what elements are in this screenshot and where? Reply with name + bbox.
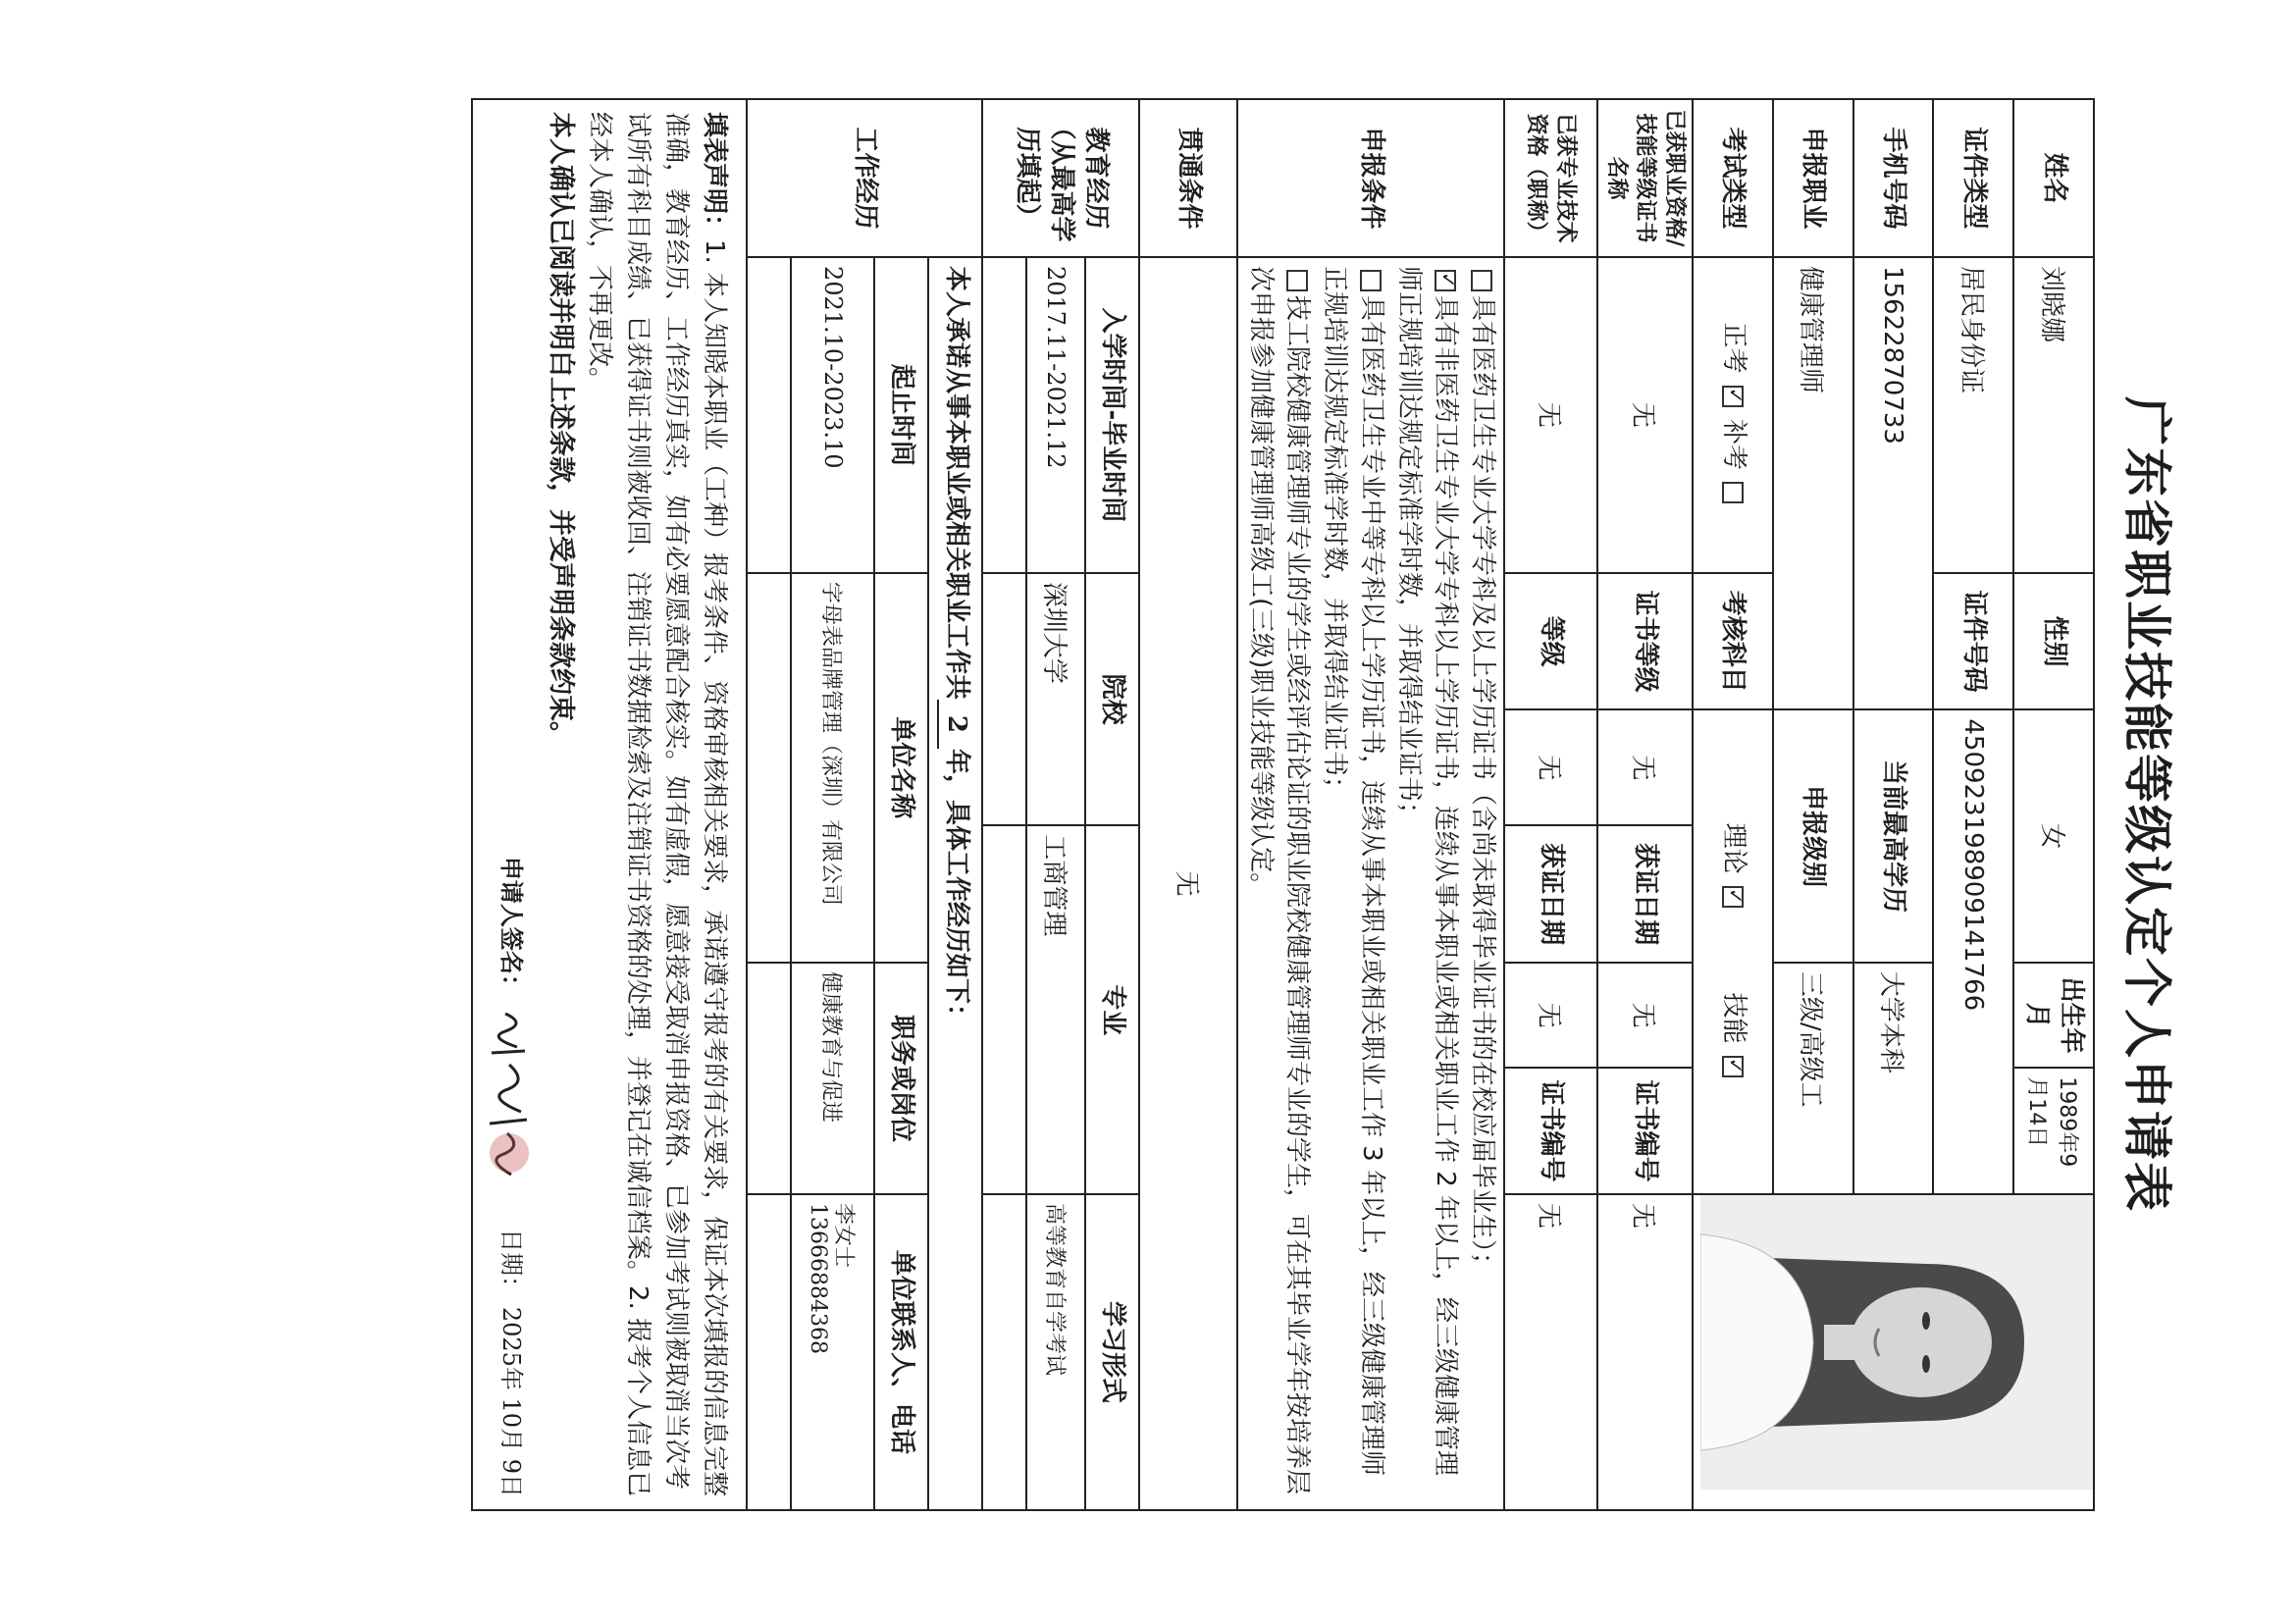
row-declaration bbox=[472, 99, 747, 1510]
label-exam-type: 考试类型 bbox=[1693, 99, 1773, 257]
value-phone: 15622870733 bbox=[1853, 257, 1934, 709]
subject-skill-label: 技能 bbox=[1718, 992, 1748, 1044]
exam-subject-options bbox=[1693, 709, 1773, 1194]
form-title: 广东省职业技能等级认定个人申请表 bbox=[2118, 396, 2175, 1213]
value-education: 大学本科 bbox=[1853, 963, 1934, 1194]
declaration-block bbox=[472, 99, 747, 1510]
condition-item-4: 技工院校健康管理师专业的学生或经评估论证的职业院校健康管理师专业的学生，可在其毕业学年按培养层次申报参加健康管理师高级工(三级)职业技能等级认定。 bbox=[1245, 265, 1313, 1494]
value-level: 三级/高级工 bbox=[1773, 963, 1853, 1194]
date-day: 9 bbox=[496, 1458, 525, 1474]
date-year: 2025 bbox=[496, 1306, 525, 1367]
edu-row bbox=[1026, 99, 1085, 1510]
row-work-intro bbox=[928, 99, 982, 1510]
condition-item-1: 具有医药卫生专业大学专科及以上学历证书（含尚未取得毕业证书的在校应届毕业生）； bbox=[1463, 266, 1500, 1501]
condition-1-checkbox[interactable] bbox=[1471, 270, 1492, 291]
edu-mode: 高等教育自学考试 bbox=[1026, 1194, 1085, 1510]
value-name: 刘晓娜 bbox=[2013, 257, 2094, 573]
photo-cell bbox=[1693, 1194, 2094, 1510]
value-cert-no: 无 bbox=[1597, 1194, 1693, 1510]
declaration-text: 填表声明：1. 本人知晓本职业（工种）报考条件、资格审核相关要求，承诺遵守报考的有关要求，保证本次填报的信息完整准确，教育经历、工作经历真实，如有必要愿意配合核实。如有虚假，愿意接受取消申报资格、已参加考试则被取消当次考试所有科目成绩、已获得证书则被收回、注销证书数据检索及注销证书资格的处理，并登记在诚信档案。2. 报考个人信息已经本人确认，不再更改。 bbox=[585, 112, 730, 1497]
label-tech-level: 等级 bbox=[1504, 573, 1597, 710]
row-cert bbox=[1597, 99, 1693, 1510]
label-level: 申报级别 bbox=[1773, 709, 1853, 963]
exam-type-options bbox=[1693, 257, 1773, 573]
work-col-contact: 单位联系人、电话 bbox=[874, 1194, 928, 1510]
label-id-type: 证件类型 bbox=[1933, 99, 2013, 257]
work-contact: 李女士 13666884368 bbox=[791, 1194, 874, 1510]
edu-row-empty bbox=[982, 99, 1026, 1510]
label-cert-level: 证书等级 bbox=[1597, 573, 1693, 710]
work-col-post: 职务或岗位 bbox=[874, 963, 928, 1194]
edu-col-mode: 学习形式 bbox=[1085, 1194, 1139, 1510]
applicant-photo bbox=[1700, 1195, 2093, 1490]
row-conditions bbox=[1237, 99, 1504, 1510]
subject-theory-label: 理论 bbox=[1718, 822, 1748, 874]
label-id-no: 证件号码 bbox=[1933, 573, 2013, 710]
value-id-no: 450923198909141766 bbox=[1933, 709, 2013, 1194]
signature-line: 申请人签名： 日期： 2025年 10月 9日 bbox=[486, 112, 535, 1497]
label-education: 当前最高学历 bbox=[1853, 709, 1934, 963]
label-name: 姓名 bbox=[2013, 99, 2094, 257]
label-conditions: 申报条件 bbox=[1237, 99, 1504, 257]
value-tech-level: 无 bbox=[1504, 709, 1597, 825]
label-cert-date: 获证日期 bbox=[1597, 825, 1693, 963]
declaration-confirm: 本人确认已阅读并明白上述条款，并受声明条款约束。 bbox=[546, 112, 577, 748]
work-post: 健康教育与促进 bbox=[791, 963, 874, 1194]
value-tech-date: 无 bbox=[1504, 963, 1597, 1068]
label-tech-no: 证书编号 bbox=[1504, 1068, 1597, 1194]
row-tech bbox=[1504, 99, 1597, 1510]
label-cert-no: 证书编号 bbox=[1597, 1068, 1693, 1194]
handwritten-signature bbox=[486, 1006, 535, 1182]
subject-theory-checkbox[interactable] bbox=[1722, 886, 1744, 908]
value-tech-title: 无 bbox=[1504, 257, 1597, 573]
condition-item-3: 具有医药卫生专业中等专科以上学历证书，连续从事本职业或相关职业工作 3 年以上，经三级健康管理师正规培训达规定标准学时数，并取得结业证书； bbox=[1320, 265, 1386, 1477]
edu-school: 深圳大学 bbox=[1026, 573, 1085, 826]
label-tech-title: 已获专业技术资格（职称） bbox=[1504, 99, 1597, 257]
exam-normal-checkbox[interactable] bbox=[1722, 386, 1744, 407]
edu-time: 2017.11-2021.12 bbox=[1026, 257, 1085, 573]
label-phone: 手机号码 bbox=[1853, 99, 1934, 257]
condition-2-checkbox[interactable] bbox=[1435, 270, 1456, 291]
exam-normal-label: 正考 bbox=[1718, 322, 1748, 374]
edu-col-time: 入学时间-毕业时间 bbox=[1085, 257, 1139, 573]
label-edu-history: 教育经历（从最高学历填起） bbox=[982, 99, 1139, 257]
condition-4-checkbox[interactable] bbox=[1286, 270, 1308, 291]
row-name bbox=[2013, 99, 2094, 1510]
work-years: 2 bbox=[937, 700, 973, 749]
value-cert-name: 无 bbox=[1597, 257, 1693, 573]
row-work-head bbox=[874, 99, 928, 1510]
work-row bbox=[791, 99, 874, 1510]
condition-3-checkbox[interactable] bbox=[1360, 270, 1382, 291]
value-cert-date: 无 bbox=[1597, 963, 1693, 1068]
label-exam-subject: 考核科目 bbox=[1693, 573, 1773, 710]
label-birth: 出生年月 bbox=[2013, 963, 2094, 1068]
label-work-history: 工作经历 bbox=[747, 99, 982, 257]
row-bridge bbox=[1139, 99, 1237, 1510]
exam-makeup-label: 补考 bbox=[1718, 419, 1748, 471]
value-occupation: 健康管理师 bbox=[1773, 257, 1853, 709]
value-birth: 1989年9月14日 bbox=[2013, 1068, 2094, 1194]
conditions-list bbox=[1237, 257, 1504, 1510]
label-bridge: 贯通条件 bbox=[1139, 99, 1237, 257]
label-cert-name: 已获职业资格/技能等级证书名称 bbox=[1597, 99, 1693, 257]
value-gender: 女 bbox=[2013, 709, 2094, 963]
label-gender: 性别 bbox=[2013, 573, 2094, 710]
edu-col-major: 专业 bbox=[1085, 825, 1139, 1194]
subject-skill-checkbox[interactable] bbox=[1722, 1056, 1744, 1077]
application-form bbox=[191, 98, 2193, 1511]
condition-item-2: ✓具有非医药卫生专业大学专科以上学历证书，连续从事本职业或相关职业工作 2 年以上，经三级健康管理师正规培训达规定标准学时数，并取得结业证书； bbox=[1389, 266, 1463, 1501]
edu-major: 工商管理 bbox=[1026, 825, 1085, 1194]
value-tech-no: 无 bbox=[1504, 1194, 1597, 1510]
row-edu-head bbox=[1085, 99, 1139, 1510]
work-intro: 本人承诺从事本职业或相关职业工作共2年，具体工作经历如下： bbox=[928, 257, 982, 1510]
exam-makeup-checkbox[interactable] bbox=[1722, 482, 1744, 503]
work-col-unit: 单位名称 bbox=[874, 573, 928, 963]
value-bridge: 无 bbox=[1139, 257, 1237, 1510]
date-month: 10 bbox=[496, 1397, 525, 1429]
value-cert-level: 无 bbox=[1597, 709, 1693, 825]
label-occupation: 申报职业 bbox=[1773, 99, 1853, 257]
work-unit: 字母表品牌管理（深圳）有限公司 bbox=[791, 573, 874, 963]
work-time: 2021.10-2023.10 bbox=[791, 257, 874, 573]
form-table bbox=[471, 98, 2095, 1511]
edu-col-school: 院校 bbox=[1085, 573, 1139, 826]
value-id-type: 居民身份证 bbox=[1933, 257, 2013, 573]
label-tech-date: 获证日期 bbox=[1504, 825, 1597, 963]
work-row-empty bbox=[747, 99, 791, 1510]
work-col-time: 起止时间 bbox=[874, 257, 928, 573]
